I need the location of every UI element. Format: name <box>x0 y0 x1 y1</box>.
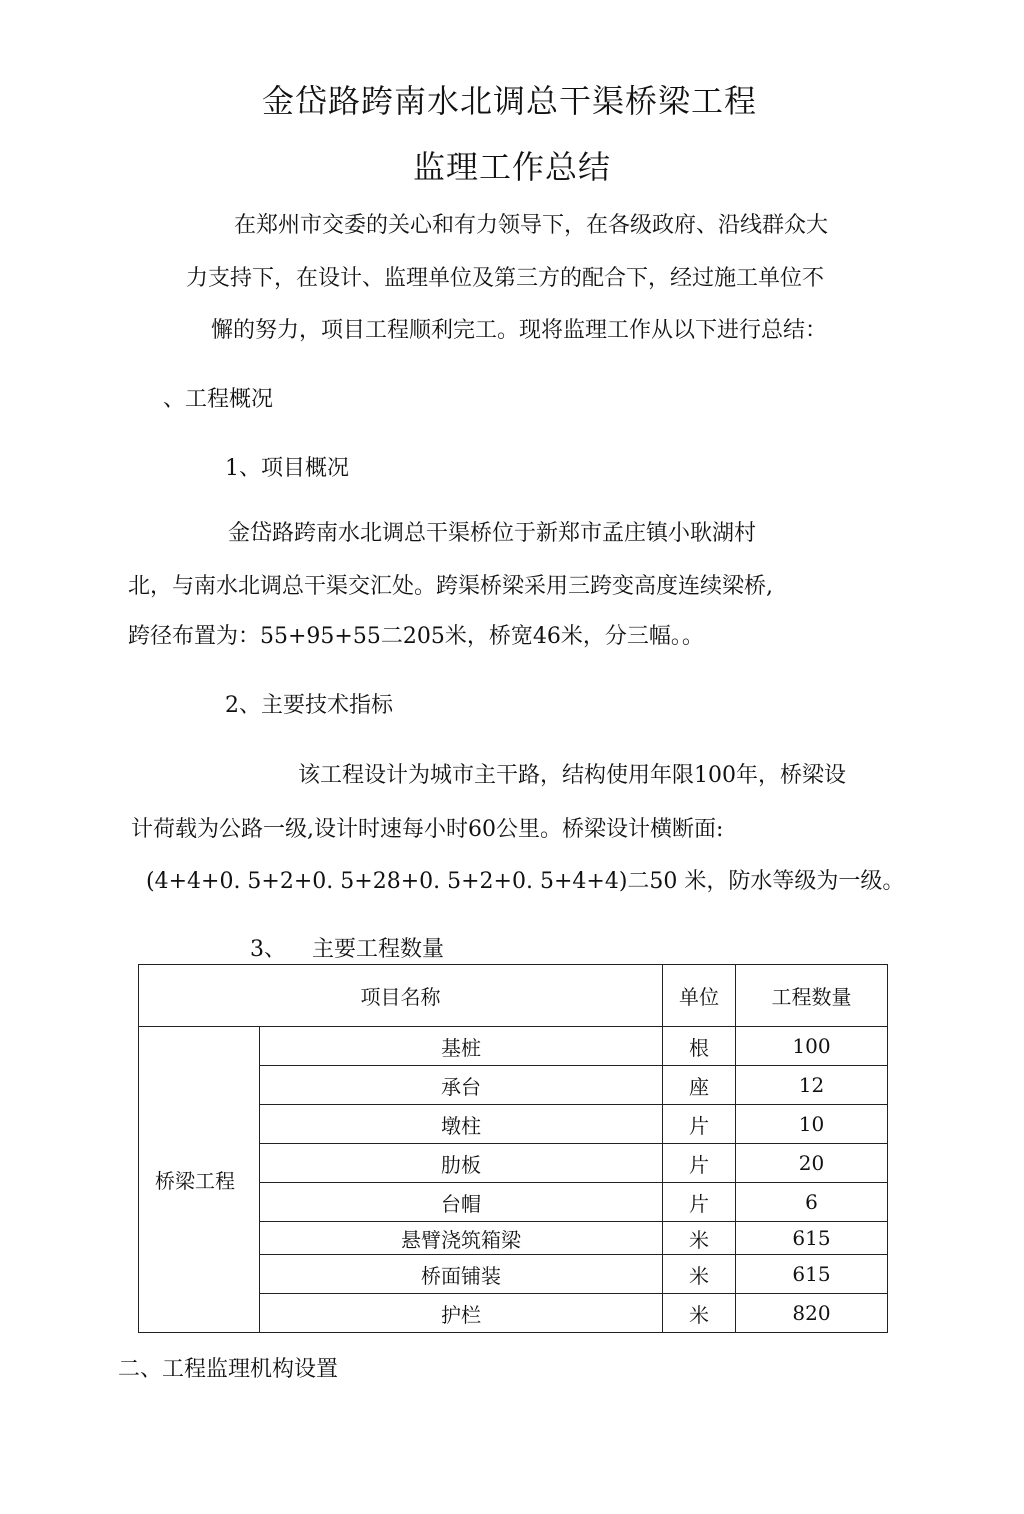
item-name: 肋板 <box>260 1144 663 1183</box>
item-name: 基桩 <box>260 1027 663 1066</box>
item-name: 承台 <box>260 1066 663 1105</box>
item-unit: 米 <box>663 1294 736 1333</box>
item-unit: 米 <box>663 1222 736 1255</box>
table-header-row <box>139 965 888 1027</box>
group-label: 桥梁工程 <box>139 1027 260 1333</box>
intro-line-1: 在郑州市交委的关心和有力领导下，在各级政府、沿线群众大 <box>234 213 829 238</box>
subheading-tech-indicators: 2、主要技术指标 <box>225 693 393 718</box>
subheading-quantities-number: 3、 <box>250 937 286 962</box>
item-unit: 片 <box>663 1144 736 1183</box>
item-unit: 片 <box>663 1105 736 1144</box>
section-heading-supervision: 二、工程监理机构设置 <box>118 1357 339 1382</box>
quantities-table <box>138 964 888 1333</box>
header-quantity: 工程数量 <box>736 965 888 1027</box>
document-title: 金岱路跨南水北调总干渠桥梁工程 <box>262 82 758 120</box>
tech-paragraph-line-1: 该工程设计为城市主干路，结构使用年限100年，桥梁设 <box>298 763 846 788</box>
item-unit: 座 <box>663 1066 736 1105</box>
section-heading-overview: 、工程概况 <box>163 387 274 412</box>
project-paragraph-line-1: 金岱路跨南水北调总干渠桥位于新郑市孟庄镇小耿湖村 <box>228 521 757 546</box>
item-name: 墩柱 <box>260 1105 663 1144</box>
item-unit: 片 <box>663 1183 736 1222</box>
document-subtitle: 监理工作总结 <box>413 148 612 186</box>
header-unit: 单位 <box>663 965 736 1027</box>
item-quantity: 12 <box>736 1066 888 1105</box>
item-name: 护栏 <box>260 1294 663 1333</box>
tech-paragraph-line-2: 计荷载为公路一级,设计时速每小时60公里。桥梁设计横断面: <box>131 817 724 842</box>
project-paragraph-line-2: 北，与南水北调总干渠交汇处。跨渠桥梁采用三跨变高度连续梁桥, <box>128 574 773 599</box>
item-name: 台帽 <box>260 1183 663 1222</box>
item-name: 桥面铺装 <box>260 1255 663 1294</box>
item-quantity: 100 <box>736 1027 888 1066</box>
item-quantity: 20 <box>736 1144 888 1183</box>
subheading-project-overview: 1、项目概况 <box>225 456 349 481</box>
subheading-quantities: 主要工程数量 <box>312 937 445 962</box>
intro-line-3: 懈的努力，项目工程顺利完工。现将监理工作从以下进行总结： <box>211 318 828 343</box>
header-item-name: 项目名称 <box>139 965 663 1027</box>
project-paragraph-line-3: 跨径布置为：55+95+55二205米，桥宽46米，分三幅。。 <box>128 624 704 649</box>
item-name: 悬臂浇筑箱梁 <box>260 1222 663 1255</box>
item-unit: 米 <box>663 1255 736 1294</box>
item-unit: 根 <box>663 1027 736 1066</box>
item-quantity: 6 <box>736 1183 888 1222</box>
tech-paragraph-line-3: (4+4+0. 5+2+0. 5+28+0. 5+2+0. 5+4+4)二50 米，防水等级为一级。 <box>146 869 905 894</box>
item-quantity: 820 <box>736 1294 888 1333</box>
intro-line-2: 力支持下，在设计、监理单位及第三方的配合下，经过施工单位不 <box>186 266 825 291</box>
table-row <box>139 1027 888 1066</box>
item-quantity: 615 <box>736 1255 888 1294</box>
item-quantity: 10 <box>736 1105 888 1144</box>
item-quantity: 615 <box>736 1222 888 1255</box>
